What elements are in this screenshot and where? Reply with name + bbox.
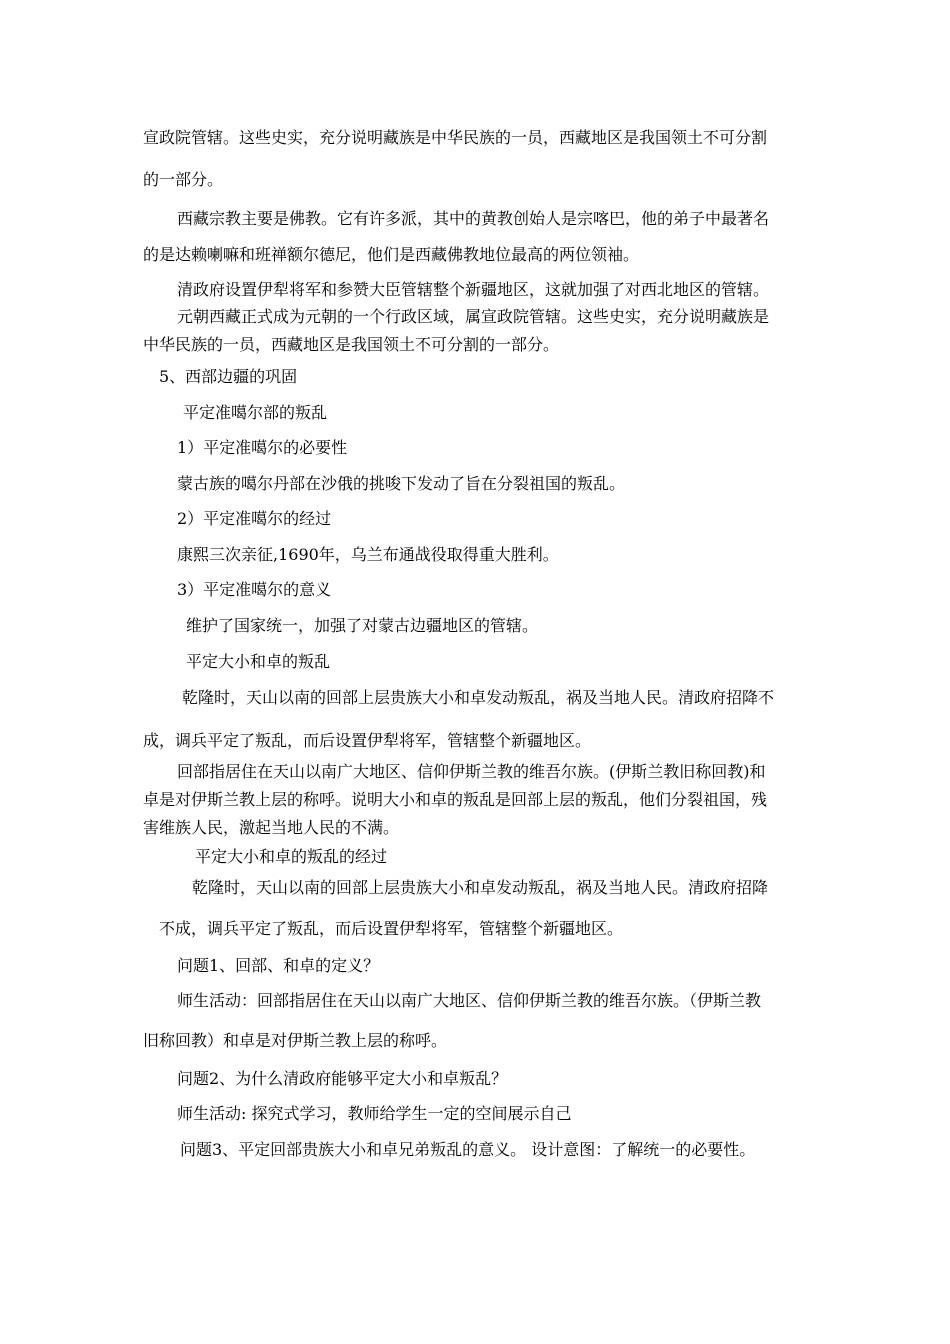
text-line: 西藏宗教主要是佛教。它有许多派，其中的黄教创始人是宗喀巴，他的弟子中最著名	[177, 209, 770, 228]
text-line: 维护了国家统一，加强了对蒙古边疆地区的管辖。	[186, 616, 539, 635]
text-line: 成，调兵平定了叛乱，而后设置伊犁将军，管辖整个新疆地区。	[143, 731, 592, 750]
subsection-heading: 平定准噶尔部的叛乱	[183, 403, 328, 422]
text-line: 蒙古族的噶尔丹部在沙俄的挑唆下发动了旨在分裂祖国的叛乱。	[177, 474, 626, 493]
text-line: 师生活动：回部指居住在天山以南广大地区、信仰伊斯兰教的维吾尔族。（伊斯兰教	[177, 991, 762, 1010]
text-line: 师生活动: 探究式学习，教师给学生一定的空间展示自己	[177, 1104, 572, 1123]
text-line: 清政府设置伊犁将军和参赞大臣管辖整个新疆地区，这就加强了对西北地区的管辖。	[177, 280, 770, 299]
text-line: 3）平定准噶尔的意义	[177, 580, 332, 599]
question-3: 问题3、平定回部贵族大小和卓兄弟叛乱的意义。 设计意图：了解统一的必要性。	[180, 1140, 756, 1159]
text-line: 不成，调兵平定了叛乱，而后设置伊犁将军，管辖整个新疆地区。	[159, 919, 624, 938]
text-line: 的是达赖喇嘛和班禅额尔德尼，他们是西藏佛教地位最高的两位领袖。	[143, 245, 640, 264]
subsection-heading: 平定大小和卓的叛乱	[186, 652, 331, 671]
text-line: 害维族人民，激起当地人民的不满。	[143, 818, 400, 837]
section-heading: 5、西部边疆的巩固	[159, 367, 298, 386]
question-2: 问题2、为什么清政府能够平定大小和卓叛乱？	[177, 1069, 508, 1088]
text-line: 2）平定准噶尔的经过	[177, 509, 332, 528]
text-line: 1）平定准噶尔的必要性	[177, 438, 348, 457]
text-line: 宣政院管辖。这些史实，充分说明藏族是中华民族的一员，西藏地区是我国领土不可分割	[143, 128, 768, 147]
text-line: 旧称回教）和卓是对伊斯兰教上层的称呼。	[143, 1031, 448, 1050]
text-line: 元朝西藏正式成为元朝的一个行政区域，属宣政院管辖。这些史实，充分说明藏族是	[177, 307, 770, 326]
subsection-heading: 平定大小和卓的叛乱的经过	[195, 847, 388, 866]
text-line: 的一部分。	[143, 170, 224, 189]
text-line: 中华民族的一员，西藏地区是我国领土不可分割的一部分。	[143, 335, 560, 354]
text-line: 回部指居住在天山以南广大地区、信仰伊斯兰教的维吾尔族。(伊斯兰教旧称回教)和	[177, 762, 766, 781]
text-line: 康熙三次亲征,1690年，乌兰布通战役取得重大胜利。	[177, 545, 559, 564]
text-line: 卓是对伊斯兰教上层的称呼。说明大小和卓的叛乱是回部上层的叛乱，他们分裂祖国，残	[143, 790, 768, 809]
question-1: 问题1、回部、和卓的定义？	[177, 956, 380, 975]
text-line: 乾隆时，天山以南的回部上层贵族大小和卓发动叛乱，祸及当地人民。清政府招降不	[182, 688, 775, 707]
text-line: 乾隆时，天山以南的回部上层贵族大小和卓发动叛乱，祸及当地人民。清政府招降	[192, 878, 769, 897]
